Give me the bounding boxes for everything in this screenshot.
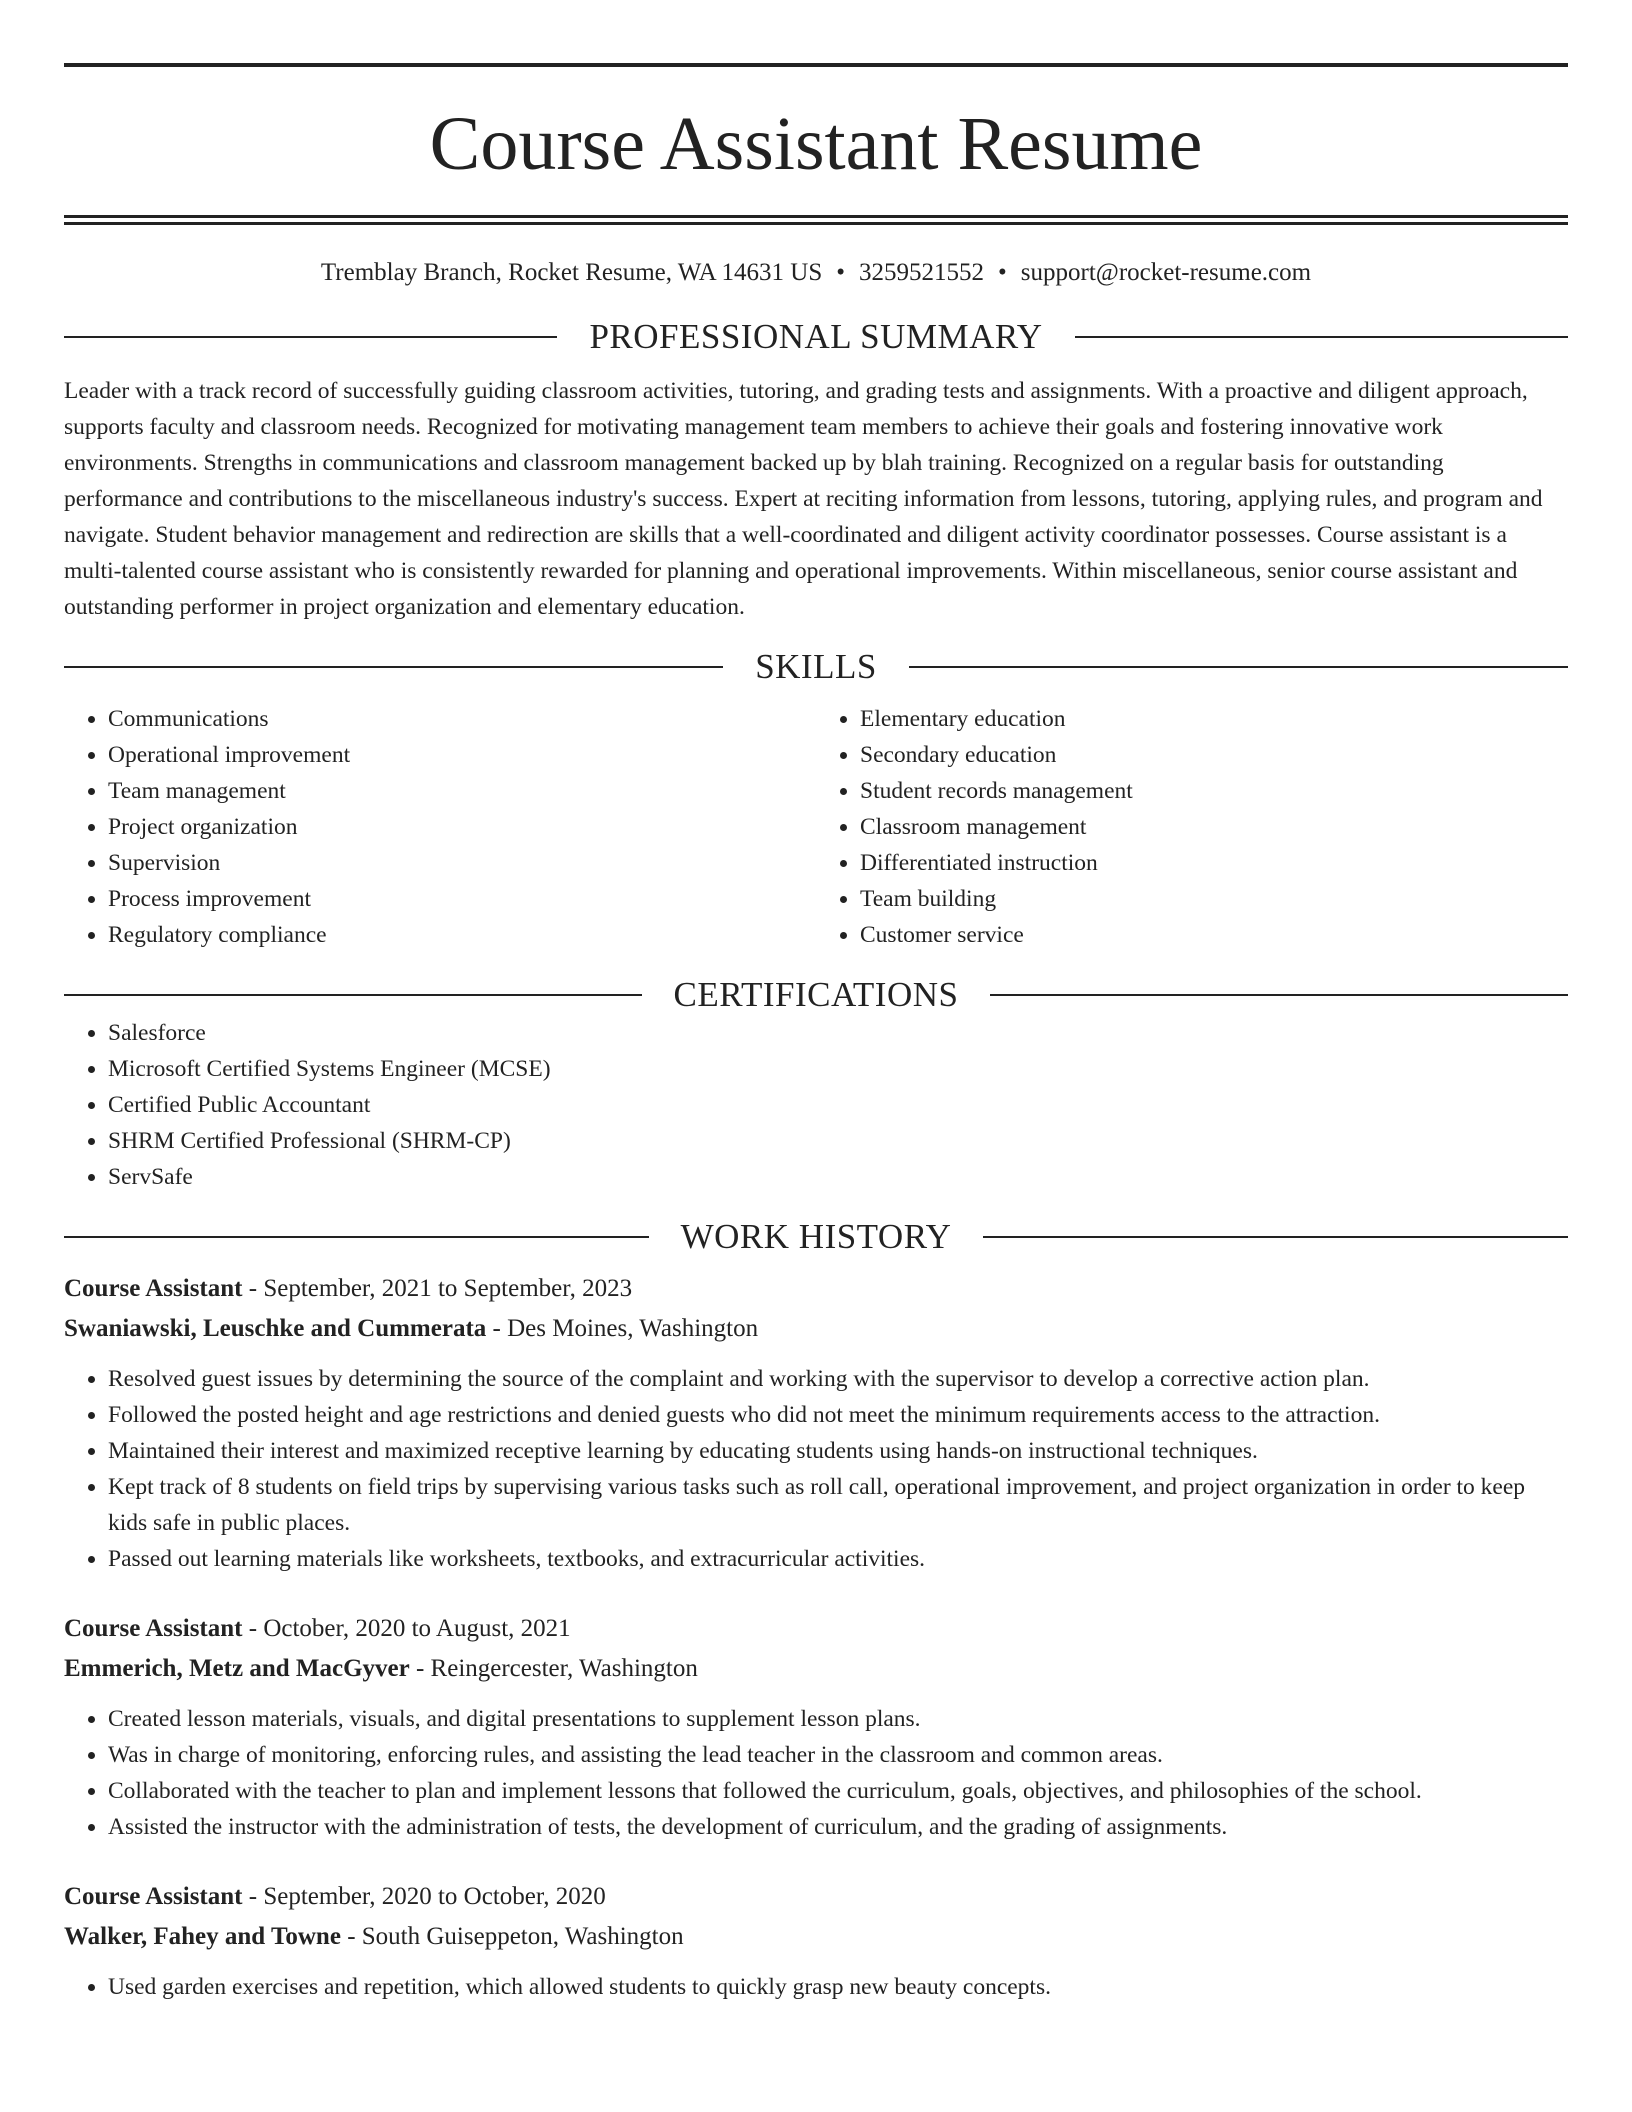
skill-item: • Regulatory compliance <box>108 917 816 953</box>
contact-separator: • <box>836 259 846 286</box>
job-entry <box>64 1611 1568 1845</box>
summary-section-heading <box>64 317 1568 357</box>
job-dates: - September, 2020 to October, 2020 <box>242 1883 606 1910</box>
job-title-line <box>64 1611 1568 1647</box>
skill-item: • Project organization <box>108 809 816 845</box>
job-entry <box>64 1879 1568 2005</box>
job-duty-item: • Followed the posted height and age restrictions and denied guests who did not meet the minimum requirements access to the attraction. <box>108 1397 1568 1433</box>
skill-item: • Student records management <box>860 773 1568 809</box>
job-title: Course Assistant <box>64 1883 243 1910</box>
skill-item: • Team building <box>860 881 1568 917</box>
job-dates: - October, 2020 to August, 2021 <box>242 1615 571 1642</box>
certifications-list <box>64 1015 1568 1195</box>
skills-list-left <box>64 701 816 953</box>
certifications-heading-label: CERTIFICATIONS <box>673 975 959 1014</box>
job-location: - Reingercester, Washington <box>409 1655 698 1682</box>
skill-item: • Supervision <box>108 845 816 881</box>
job-company-line <box>64 1651 1568 1687</box>
skill-item: • Team management <box>108 773 816 809</box>
job-duty-item: • Collaborated with the teacher to plan and implement lessons that followed the curriculum, goals, objectives, and philosophies of the school. <box>108 1773 1568 1809</box>
job-duties-list <box>64 1969 1568 2005</box>
skill-item: • Communications <box>108 701 816 737</box>
title-double-rule <box>64 215 1568 225</box>
heading-rule <box>990 994 1568 996</box>
skills-heading-label: SKILLS <box>755 647 877 686</box>
job-company: Swaniawski, Leuschke and Cummerata <box>64 1315 487 1342</box>
job-duty-item: • Maintained their interest and maximized receptive learning by educating students using hands-on instructional techniques. <box>108 1433 1568 1469</box>
job-location: - Des Moines, Washington <box>486 1315 759 1342</box>
summary-heading-label: PROFESSIONAL SUMMARY <box>589 317 1043 356</box>
job-dates: - September, 2021 to September, 2023 <box>242 1275 633 1302</box>
summary-text: Leader with a track record of successfully guiding classroom activities, tutoring, and grading tests and assignments. With a proactive and diligent approach, supports faculty and classroom needs. Recognized for motivating management team members to achieve their goals and fostering innovative work environments. Strengths in communications and classroom management backed up by blah training. Recognized on a regular basis for outstanding performance and contributions to the miscellaneous industry's success. Expert at reciting information from lessons, tutoring, applying rules, and program and navigate. Student behavior management and redirection are skills that a well-coordinated and diligent activity coordinator possesses. Course assistant is a multi-talented course assistant who is consistently rewarded for planning and operational improvements. Within miscellaneous, senior course assistant and outstanding performer in project organization and elementary education. <box>64 378 1543 620</box>
skill-item: • Secondary education <box>860 737 1568 773</box>
certifications-section-heading <box>64 975 1568 1015</box>
skill-item: • Classroom management <box>860 809 1568 845</box>
job-duty-item: • Created lesson materials, visuals, and digital presentations to supplement lesson plans. <box>108 1701 1568 1737</box>
page-title: Course Assistant Resume <box>429 102 1203 186</box>
job-company: Emmerich, Metz and MacGyver <box>64 1655 410 1682</box>
contact-email: support@rocket-resume.com <box>1020 259 1312 286</box>
skills-columns <box>64 701 1568 953</box>
heading-rule <box>64 1236 649 1238</box>
certification-item: • ServSafe <box>108 1159 1568 1195</box>
job-duty-item: • Assisted the instructor with the administration of tests, the development of curriculum, and the grading of assignments. <box>108 1809 1568 1845</box>
job-title-line <box>64 1879 1568 1915</box>
skills-section-heading <box>64 647 1568 687</box>
resume-page <box>64 0 1568 2005</box>
job-title-line <box>64 1271 1568 1307</box>
heading-rule <box>1075 336 1568 338</box>
heading-rule <box>64 994 642 996</box>
certification-item: • Salesforce <box>108 1015 1568 1051</box>
work-history-section-heading <box>64 1217 1568 1257</box>
job-entry <box>64 1271 1568 1577</box>
heading-rule <box>983 1236 1568 1238</box>
job-duty-item: • Passed out learning materials like worksheets, textbooks, and extracurricular activities. <box>108 1541 1568 1577</box>
skills-list-right <box>816 701 1568 953</box>
job-company-line <box>64 1919 1568 1955</box>
certification-item: • Certified Public Accountant <box>108 1087 1568 1123</box>
heading-rule <box>909 666 1568 668</box>
skill-item: • Elementary education <box>860 701 1568 737</box>
contact-phone: 3259521552 <box>859 259 985 286</box>
contact-address: Tremblay Branch, Rocket Resume, WA 14631 US <box>320 259 823 286</box>
skill-item: • Customer service <box>860 917 1568 953</box>
job-title: Course Assistant <box>64 1275 243 1302</box>
work-history-heading-label: WORK HISTORY <box>680 1217 952 1256</box>
job-duty-item: • Used garden exercises and repetition, which allowed students to quickly grasp new beauty concepts. <box>108 1969 1568 2005</box>
skill-item: • Differentiated instruction <box>860 845 1568 881</box>
job-duty-item: • Kept track of 8 students on field trips by supervising various tasks such as roll call, operational improvement, and project organization in order to keep kids safe in public places. <box>108 1469 1568 1541</box>
heading-rule <box>64 336 557 338</box>
job-company: Walker, Fahey and Towne <box>64 1923 341 1950</box>
certification-item: • Microsoft Certified Systems Engineer (MCSE) <box>108 1051 1568 1087</box>
job-duties-list <box>64 1361 1568 1577</box>
job-duty-item: • Was in charge of monitoring, enforcing rules, and assisting the lead teacher in the classroom and common areas. <box>108 1737 1568 1773</box>
contact-separator: • <box>998 259 1007 286</box>
skill-item: • Operational improvement <box>108 737 816 773</box>
job-location: - South Guiseppeton, Washington <box>340 1923 684 1950</box>
top-rule <box>64 63 1568 67</box>
job-company-line <box>64 1311 1568 1347</box>
contact-line <box>64 257 1568 289</box>
job-duty-item: • Resolved guest issues by determining the source of the complaint and working with the supervisor to develop a corrective action plan. <box>108 1361 1568 1397</box>
certification-item: • SHRM Certified Professional (SHRM-CP) <box>108 1123 1568 1159</box>
skill-item: • Process improvement <box>108 881 816 917</box>
job-duties-list <box>64 1701 1568 1845</box>
job-title: Course Assistant <box>64 1615 243 1642</box>
heading-rule <box>64 666 723 668</box>
